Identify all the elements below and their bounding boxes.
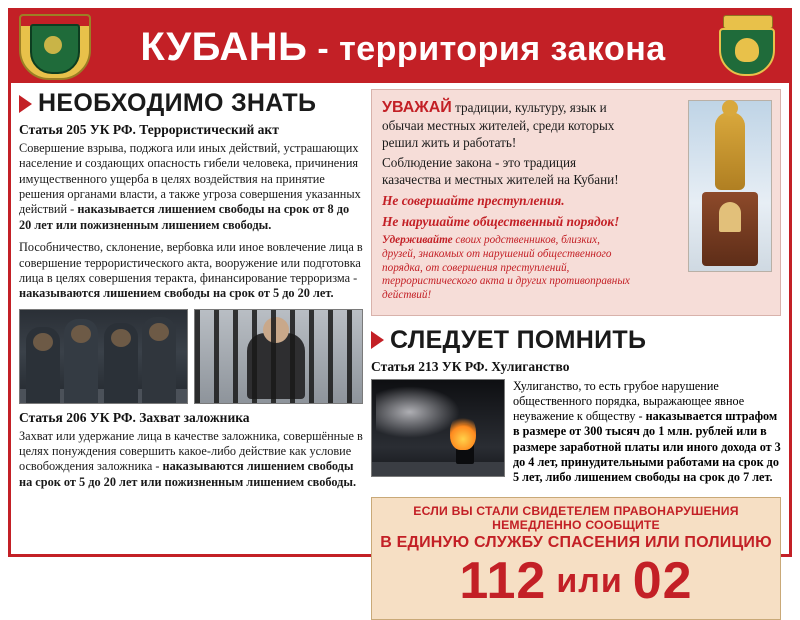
article-205-title: Статья 205 УК РФ. Террористический акт (19, 122, 279, 137)
section-header-need-to-know (19, 89, 363, 118)
hostage-behind-bars-photo (194, 309, 363, 404)
emergency-number-02: 02 (632, 552, 693, 611)
respect-warning-1: Не совершайте преступления. (382, 192, 565, 208)
cossack-monument-photo (688, 100, 772, 272)
respect-text-block (382, 98, 634, 303)
article-213-bold: наказывается штрафом в размере от 300 тысяч до 1 млн. рублей или в размере заработной платы или иного дохода от 3 до 4 лет, принудительными работами на срок до 5 лет, либо лишением свободы на срок до 7 лет. (513, 409, 781, 485)
left-column (19, 89, 371, 546)
emergency-line-2: В ЕДИНУЮ СЛУЖБУ СПАСЕНИЯ ИЛИ ПОЛИЦИЮ (380, 534, 772, 552)
respect-warning-2: Не нарушайте общественный порядок! (382, 213, 620, 229)
title-kuban: КУБАНЬ (140, 24, 308, 69)
right-column (371, 89, 781, 611)
emergency-line-1: ЕСЛИ ВЫ СТАЛИ СВИДЕТЕЛЕМ ПРАВОНАРУШЕНИЯ НЕМЕДЛЕННО СООБЩИТЕ (413, 504, 739, 533)
poster-header (11, 11, 789, 83)
article-206-plain: Захват или удержание лица в качестве заложника, совершённые в целях понуждения совершить какое-либо действие как условие освобождения заложника - (19, 428, 363, 474)
page-title (91, 25, 715, 70)
remember-section (371, 326, 781, 486)
article-213-title: Статья 213 УК РФ. Хулиганство (371, 358, 570, 374)
left-photo-row (19, 309, 363, 404)
triangle-bullet-icon (19, 95, 32, 113)
respect-line-2: Соблюдение закона - это традиция казачества и местных жителей на Кубани! (382, 155, 619, 188)
poster-frame (8, 8, 792, 611)
article-213-text (513, 379, 781, 486)
section-header-remember (371, 326, 781, 355)
article-206-bold: наказываются лишением свободы на срок от 5 до 20 лет или пожизненным лишением свободы. (19, 459, 357, 489)
respect-panel (371, 89, 781, 316)
article-205-p1-bold: наказывается лишением свободы на срок от 8 до 20 лет или пожизненным лишением свободы. (19, 202, 350, 232)
remember-body (371, 379, 781, 486)
respect-line-1 (382, 98, 634, 151)
respect-small-rest: своих родственников, близких, друзей, знакомых от нарушений общественного порядка, от совершения преступлений, террористического акта и других противоправных действий! (382, 234, 630, 302)
article-205-p1-plain: Совершение взрыва, поджога или иных действий, устрашающих население и создающих опасность гибели человека, причинения имущественного ущерба в целях воздействия на принятие решения органами власти, а также угроза совершения указанных действий - (19, 141, 361, 217)
special-forces-photo (19, 309, 188, 404)
article-206-title: Статья 206 УК РФ. Захват заложника (19, 409, 250, 425)
title-dash: - (307, 29, 340, 68)
emergency-numbers (380, 554, 772, 609)
triangle-bullet-icon (371, 331, 384, 349)
respect-small-bold: Удерживайте (382, 234, 453, 247)
emergency-number-112: 112 (459, 552, 547, 611)
title-rest: территория закона (339, 29, 666, 68)
respect-small-note (382, 234, 634, 302)
article-205-p2-bold: наказываются лишением свободы на срок от 5 до 20 лет. (19, 286, 334, 301)
emergency-conjunction: или (556, 562, 623, 601)
article-206-paragraph (19, 429, 363, 490)
respect-lead-word: УВАЖАЙ (382, 99, 452, 116)
article-213-plain: Хулиганство, то есть грубое нарушение общественного порядка, выражающее явное неуважение к обществу - (513, 378, 745, 424)
article-205-p2-plain: Пособничество, склонение, вербовка или иное вовлечение лица в совершение террористического акта, вооружение или подготовка лица в целях совершения теракта, финансирование терроризма - (19, 240, 363, 285)
city-crest-icon (715, 15, 779, 79)
poster-content (11, 83, 789, 611)
riot-flare-photo (371, 379, 505, 477)
article-205-paragraph-1 (19, 141, 363, 233)
krasnodar-region-crest-icon (19, 14, 91, 80)
section-title-remember: СЛЕДУЕТ ПОМНИТЬ (390, 325, 647, 354)
article-205-paragraph-2 (19, 240, 363, 301)
section-title-need-to-know: НЕОБХОДИМО ЗНАТЬ (38, 89, 317, 117)
emergency-panel (371, 497, 781, 620)
respect-line-1-rest: традиции, культуру, язык и обычаи местных жителей, среди которых решил жить и работать! (382, 100, 615, 150)
